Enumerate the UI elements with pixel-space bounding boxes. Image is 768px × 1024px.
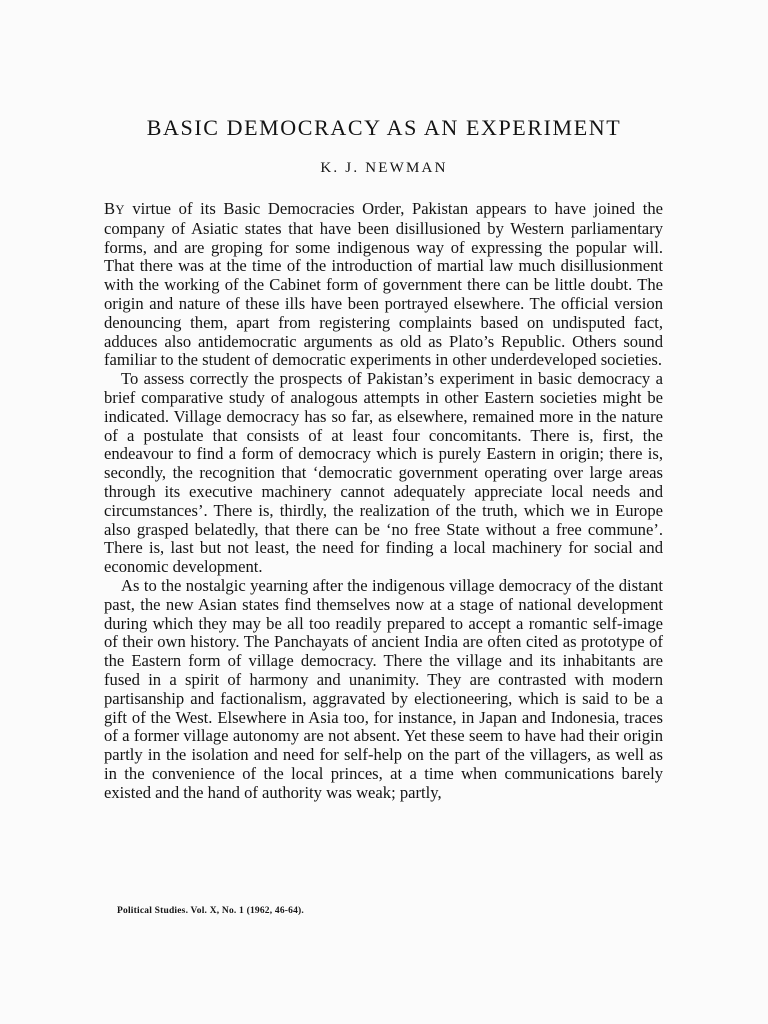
article-body xyxy=(104,200,663,803)
footer-citation: Political Studies. Vol. X, No. 1 (1962, 46-64). xyxy=(117,906,305,916)
paragraph-lead-initial: B xyxy=(104,199,116,218)
paragraph-3: As to the nostalgic yearning after the indigenous village democracy of the distant past, the new Asian states find themselves now at a stage of national development during which they may be all too readily prepared to accept a romantic self-image of their own history. The Panchayats of ancient India are often cited as prototype of the Eastern form of village democracy. There the village and its inhabitants are fused in a spirit of harmony and unanimity. They are contrasted with modern partisanship and factionalism, aggravated by electioneering, which is said to be a gift of the West. Elsewhere in Asia too, for instance, in Japan and Indonesia, traces of a former village autonomy are not absent. Yet these seem to have had their origin partly in the isolation and need for self-help on the part of the villagers, as well as in the convenience of the local princes, at a time when communications barely existed and the hand of authority was weak; partly, xyxy=(104,575,663,802)
paragraph-lead-smallcaps xyxy=(104,199,125,218)
article-author: K. J. NEWMAN xyxy=(320,160,448,176)
paragraph-2: To assess correctly the prospects of Pakistan’s experiment in basic democracy a brief comparative study of analogous attempts in other Eastern societies might be indicated. Village democracy has so far, as elsewhere, remained more in the nature of a postulate that consists of at least four concomitants. There is, first, the endeavour to find a form of democracy which is purely Eastern in origin; there is, secondly, the recognition that ‘democratic government operating over large areas through its executive machinery cannot adequately appreciate local needs and circumstances’. There is, thirdly, the realization of the truth, which we in Europe also grasped belatedly, that there can be ‘no free State without a free commune’. There is, last but not least, the need for finding a local machinery for social and economic development. xyxy=(104,369,663,577)
paragraph-text: virtue of its Basic Democracies Order, Pakistan appears to have joined the company of Asiatic states that have been disillusioned by Western parliamentary forms, and are groping for some indigenous way of expressing the popular will. That there was at the time of the introduction of martial law much disillusionment with the working of the Cabinet form of government there can be little doubt. The origin and nature of these ills have been portrayed elsewhere. The official version denouncing them, apart from registering complaints based on undisputed fact, adduces also antidemocratic arguments as old as Plato’s Republic. Others sound familiar to the student of democratic experiments in other underdeveloped societies. xyxy=(104,199,663,370)
paragraph-lead-rest: Y xyxy=(115,203,125,217)
article-title: BASIC DEMOCRACY AS AN EXPERIMENT xyxy=(146,115,622,140)
paragraph-1 xyxy=(104,200,663,370)
